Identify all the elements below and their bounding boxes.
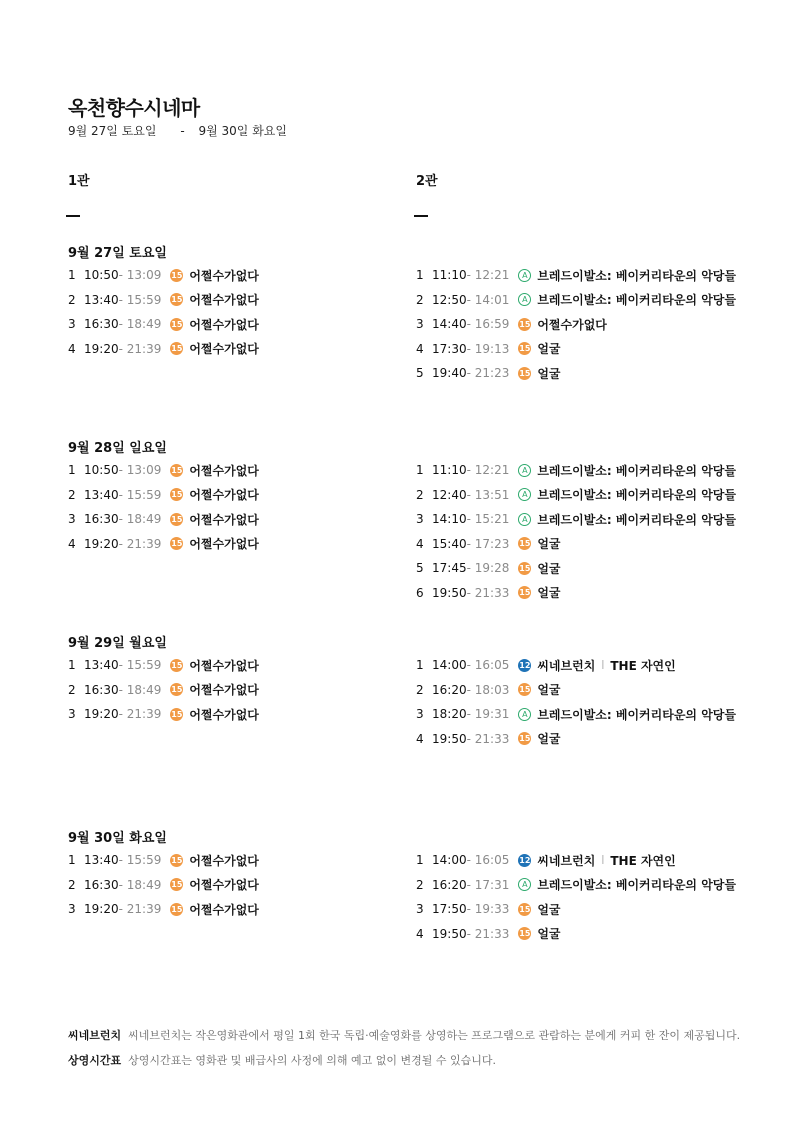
rating-15-icon: 15 <box>519 588 531 598</box>
showtime-number: 1 <box>416 658 424 673</box>
end-time: - 18:49 <box>118 317 162 332</box>
showtime-row <box>416 897 736 922</box>
start-time: 16:30 <box>84 317 119 332</box>
start-time: 19:50 <box>432 585 467 600</box>
end-time-value: 13:09 <box>126 463 162 478</box>
movie-title: 어쩔수가없다 <box>189 317 259 332</box>
end-time-value: 13:09 <box>126 268 162 283</box>
showtime-number: 2 <box>416 682 424 697</box>
end-time-value: 15:59 <box>126 487 162 502</box>
showtime-row <box>68 702 259 727</box>
showtime-row <box>68 337 259 362</box>
hall-2-showtimes <box>416 848 736 946</box>
rating-15-icon: 15 <box>171 465 183 475</box>
end-time-value: 21:39 <box>126 536 162 551</box>
end-time: - 15:59 <box>118 658 162 673</box>
end-time: - 15:21 <box>466 512 510 527</box>
showtime-row <box>416 532 736 557</box>
showtime-number: 4 <box>416 536 424 551</box>
showtime-row <box>416 848 736 873</box>
end-time: - 15:59 <box>118 853 162 868</box>
rating-all-icon: A <box>518 488 531 501</box>
day-heading: 9월 27일 토요일 <box>68 246 167 261</box>
movie-title: 브레드이발소: 베이커리타운의 악당들 <box>537 512 736 527</box>
showtime-number: 4 <box>416 731 424 746</box>
showtime-row <box>416 581 736 606</box>
day-heading: 9월 30일 화요일 <box>68 831 167 846</box>
movie-title: 어쩔수가없다 <box>189 488 259 503</box>
hall-1-heading: 1관 <box>68 174 90 189</box>
start-time: 19:20 <box>84 536 119 551</box>
end-time-value: 21:39 <box>126 341 162 356</box>
period-separator: - <box>180 124 185 138</box>
showtime-number: 2 <box>416 877 424 892</box>
end-time-value: 16:05 <box>474 658 510 673</box>
hall-1-showtimes <box>68 263 259 361</box>
movie-title: 어쩔수가없다 <box>189 878 259 893</box>
rating-15-icon: 15 <box>171 709 183 719</box>
end-time: - 19:13 <box>466 341 510 356</box>
end-time: - 15:59 <box>118 292 162 307</box>
end-time: - 18:49 <box>118 512 162 527</box>
hall-1-showtimes <box>68 458 259 556</box>
rating-15-icon: 15 <box>171 295 183 305</box>
start-time: 19:50 <box>432 926 467 941</box>
start-time: 14:00 <box>432 853 467 868</box>
end-time-value: 19:31 <box>474 707 510 722</box>
movie-title: 얼굴 <box>537 927 561 942</box>
page-title: 옥천향수시네마 <box>68 96 200 120</box>
start-time: 18:20 <box>432 707 467 722</box>
end-time: - 21:39 <box>118 902 162 917</box>
showtime-row <box>416 653 736 678</box>
end-time: - 19:33 <box>466 902 510 917</box>
end-time-value: 17:23 <box>474 536 510 551</box>
showtime-number: 2 <box>68 292 76 307</box>
movie-title: 브레드이발소: 베이커리타운의 악당들 <box>537 463 736 478</box>
hall-2-divider <box>414 215 428 217</box>
showtime-row <box>68 532 259 557</box>
showtime-row <box>416 361 736 386</box>
note-text: 상영시간표는 영화관 및 배급사의 사정에 의해 예고 없이 변경될 수 있습니다. <box>128 1053 497 1067</box>
end-time: - 16:05 <box>466 853 510 868</box>
start-time: 12:40 <box>432 487 467 502</box>
day-heading: 9월 29일 월요일 <box>68 636 167 651</box>
note-label: 씨네브런치 <box>68 1028 122 1042</box>
hall-2-showtimes <box>416 458 736 605</box>
showtime-number: 4 <box>68 536 76 551</box>
start-time: 16:20 <box>432 877 467 892</box>
movie-title: 어쩔수가없다 <box>189 658 259 673</box>
end-time-value: 18:49 <box>126 877 162 892</box>
end-time-value: 15:59 <box>126 292 162 307</box>
end-time-value: 13:51 <box>474 487 510 502</box>
showtime-number: 2 <box>416 487 424 502</box>
hall-2-showtimes <box>416 263 736 386</box>
notes <box>68 1022 740 1072</box>
start-time: 10:50 <box>84 268 119 283</box>
movie-title: 브레드이발소: 베이커리타운의 악당들 <box>537 488 736 503</box>
start-time: 16:30 <box>84 682 119 697</box>
showtime-row <box>68 312 259 337</box>
hall-2-showtimes <box>416 653 736 751</box>
showtime-number: 1 <box>68 853 76 868</box>
end-time-value: 16:05 <box>474 853 510 868</box>
end-time: - 14:01 <box>466 292 510 307</box>
movie-title: 브레드이발소: 베이커리타운의 악당들 <box>537 268 736 283</box>
showtime-row <box>416 702 736 727</box>
showtime-number: 4 <box>416 926 424 941</box>
end-time: - 18:49 <box>118 682 162 697</box>
end-time: - 18:49 <box>118 877 162 892</box>
end-time-value: 21:39 <box>126 707 162 722</box>
showtime-number: 1 <box>416 463 424 478</box>
start-time: 19:20 <box>84 707 119 722</box>
start-time: 11:10 <box>432 463 467 478</box>
rating-12-icon: 12 <box>519 660 531 670</box>
rating-15-icon: 15 <box>519 344 531 354</box>
movie-title: 어쩔수가없다 <box>189 293 259 308</box>
movie-title: 어쩔수가없다 <box>189 512 259 527</box>
movie-title: 씨네브런치 <box>537 658 596 673</box>
start-time: 16:30 <box>84 877 119 892</box>
movie-title: 어쩔수가없다 <box>189 463 259 478</box>
showtime-row <box>68 507 259 532</box>
showtime-row <box>416 263 736 288</box>
showtime-row <box>416 337 736 362</box>
end-time: - 15:59 <box>118 487 162 502</box>
showtime-number: 1 <box>68 658 76 673</box>
note-text: 씨네브런치는 작은영화관에서 평일 1회 한국 독립·예술영화를 상영하는 프로그램으로 관람하는 분에게 커피 한 잔이 제공됩니다. <box>128 1028 741 1042</box>
rating-15-icon: 15 <box>171 880 183 890</box>
showtime-number: 3 <box>68 707 76 722</box>
period-start: 9월 27일 토요일 <box>68 124 157 138</box>
rating-15-icon: 15 <box>519 734 531 744</box>
showtime-number: 1 <box>416 853 424 868</box>
rating-15-icon: 15 <box>171 490 183 500</box>
end-time-value: 15:59 <box>126 658 162 673</box>
movie-title: 브레드이발소: 베이커리타운의 악당들 <box>537 878 736 893</box>
showtime-row <box>68 653 259 678</box>
end-time-value: 18:49 <box>126 682 162 697</box>
start-time: 19:20 <box>84 902 119 917</box>
end-time: - 12:21 <box>466 268 510 283</box>
start-time: 14:10 <box>432 512 467 527</box>
start-time: 13:40 <box>84 487 119 502</box>
note-label: 상영시간표 <box>68 1053 122 1067</box>
end-time-value: 15:21 <box>474 512 510 527</box>
end-time-value: 19:28 <box>474 561 510 576</box>
rating-15-icon: 15 <box>519 539 531 549</box>
showtime-row <box>416 507 736 532</box>
end-time: - 21:39 <box>118 536 162 551</box>
rating-15-icon: 15 <box>171 319 183 329</box>
showtime-row <box>68 263 259 288</box>
start-time: 19:20 <box>84 341 119 356</box>
start-time: 19:50 <box>432 731 467 746</box>
day-heading: 9월 28일 일요일 <box>68 441 167 456</box>
showtime-row <box>416 678 736 703</box>
showtime-number: 6 <box>416 585 424 600</box>
start-time: 17:50 <box>432 902 467 917</box>
start-time: 13:40 <box>84 292 119 307</box>
showtime-row <box>416 727 736 752</box>
end-time-value: 17:31 <box>474 877 510 892</box>
end-time: - 12:21 <box>466 463 510 478</box>
end-time: - 13:09 <box>118 463 162 478</box>
rating-12-icon: 12 <box>519 855 531 865</box>
showtime-number: 2 <box>416 292 424 307</box>
end-time: - 21:33 <box>466 585 510 600</box>
end-time-value: 16:59 <box>474 317 510 332</box>
end-time-value: 19:13 <box>474 341 510 356</box>
end-time-value: 12:21 <box>474 463 510 478</box>
end-time: - 21:39 <box>118 341 162 356</box>
rating-15-icon: 15 <box>171 514 183 524</box>
start-time: 17:30 <box>432 341 467 356</box>
rating-15-icon: 15 <box>519 929 531 939</box>
end-time: - 18:03 <box>466 682 510 697</box>
start-time: 13:40 <box>84 658 119 673</box>
showtime-number: 3 <box>416 707 424 722</box>
start-time: 19:40 <box>432 366 467 381</box>
end-time-value: 18:03 <box>474 682 510 697</box>
hall-1-showtimes <box>68 848 259 922</box>
showtime-number: 3 <box>416 317 424 332</box>
note-timetable <box>68 1047 740 1072</box>
showtime-number: 5 <box>416 366 424 381</box>
showtime-number: 3 <box>416 512 424 527</box>
movie-title: 어쩔수가없다 <box>537 317 607 332</box>
movie-subtitle: THE 자연인 <box>610 658 676 673</box>
showtime-row <box>416 556 736 581</box>
rating-all-icon: A <box>518 708 531 721</box>
showtime-row <box>68 897 259 922</box>
rating-15-icon: 15 <box>171 904 183 914</box>
end-time-value: 19:33 <box>474 902 510 917</box>
end-time-value: 15:59 <box>126 853 162 868</box>
rating-15-icon: 15 <box>171 660 183 670</box>
movie-subtitle: THE 자연인 <box>610 853 676 868</box>
showtime-row <box>416 922 736 947</box>
showtime-row <box>416 873 736 898</box>
end-time: - 17:23 <box>466 536 510 551</box>
rating-15-icon: 15 <box>171 270 183 280</box>
title-divider: | <box>601 660 605 671</box>
showtime-number: 3 <box>68 902 76 917</box>
end-time-value: 21:33 <box>474 926 510 941</box>
end-time-value: 21:33 <box>474 585 510 600</box>
showtime-row <box>416 288 736 313</box>
showtime-row <box>68 288 259 313</box>
end-time-value: 12:21 <box>474 268 510 283</box>
showtime-number: 2 <box>68 877 76 892</box>
rating-all-icon: A <box>518 513 531 526</box>
start-time: 13:40 <box>84 853 119 868</box>
rating-15-icon: 15 <box>519 563 531 573</box>
showtime-number: 4 <box>68 341 76 356</box>
movie-title: 얼굴 <box>537 683 561 698</box>
end-time-value: 14:01 <box>474 292 510 307</box>
movie-title: 얼굴 <box>537 902 561 917</box>
movie-title: 어쩔수가없다 <box>189 853 259 868</box>
start-time: 16:20 <box>432 682 467 697</box>
end-time-value: 21:23 <box>474 366 510 381</box>
rating-15-icon: 15 <box>171 539 183 549</box>
movie-title: 얼굴 <box>537 586 561 601</box>
end-time: - 21:23 <box>466 366 510 381</box>
start-time: 14:00 <box>432 658 467 673</box>
end-time: - 21:33 <box>466 926 510 941</box>
start-time: 15:40 <box>432 536 467 551</box>
end-time: - 16:05 <box>466 658 510 673</box>
rating-15-icon: 15 <box>171 344 183 354</box>
title-divider: | <box>601 855 605 866</box>
hall-2-heading: 2관 <box>416 174 438 189</box>
showtime-number: 1 <box>68 463 76 478</box>
rating-15-icon: 15 <box>519 368 531 378</box>
movie-title: 어쩔수가없다 <box>189 342 259 357</box>
showtime-row <box>68 678 259 703</box>
movie-title: 어쩔수가없다 <box>189 268 259 283</box>
start-time: 11:10 <box>432 268 467 283</box>
start-time: 16:30 <box>84 512 119 527</box>
end-time-value: 21:33 <box>474 731 510 746</box>
end-time-value: 18:49 <box>126 317 162 332</box>
end-time-value: 21:39 <box>126 902 162 917</box>
start-time: 10:50 <box>84 463 119 478</box>
end-time: - 21:33 <box>466 731 510 746</box>
showtime-row <box>68 848 259 873</box>
showtime-row <box>416 458 736 483</box>
showtime-row <box>68 458 259 483</box>
movie-title: 어쩔수가없다 <box>189 683 259 698</box>
rating-15-icon: 15 <box>519 904 531 914</box>
showtime-number: 3 <box>68 512 76 527</box>
start-time: 12:50 <box>432 292 467 307</box>
movie-title: 브레드이발소: 베이커리타운의 악당들 <box>537 293 736 308</box>
showtime-row <box>68 483 259 508</box>
showtime-number: 4 <box>416 341 424 356</box>
movie-title: 브레드이발소: 베이커리타운의 악당들 <box>537 707 736 722</box>
showtime-number: 1 <box>416 268 424 283</box>
rating-all-icon: A <box>518 293 531 306</box>
movie-title: 어쩔수가없다 <box>189 707 259 722</box>
showtime-number: 3 <box>68 317 76 332</box>
start-time: 14:40 <box>432 317 467 332</box>
showtime-number: 2 <box>68 487 76 502</box>
rating-all-icon: A <box>518 269 531 282</box>
hall-1-showtimes <box>68 653 259 727</box>
movie-title: 어쩔수가없다 <box>189 902 259 917</box>
movie-title: 얼굴 <box>537 561 561 576</box>
showtime-row <box>68 873 259 898</box>
movie-title: 씨네브런치 <box>537 853 596 868</box>
start-time: 17:45 <box>432 561 467 576</box>
rating-all-icon: A <box>518 464 531 477</box>
showtime-row <box>416 312 736 337</box>
rating-all-icon: A <box>518 878 531 891</box>
rating-15-icon: 15 <box>171 685 183 695</box>
period-end: 9월 30일 화요일 <box>198 124 287 138</box>
end-time-value: 18:49 <box>126 512 162 527</box>
movie-title: 얼굴 <box>537 537 561 552</box>
end-time: - 19:31 <box>466 707 510 722</box>
showtime-number: 5 <box>416 561 424 576</box>
end-time: - 21:39 <box>118 707 162 722</box>
end-time: - 16:59 <box>466 317 510 332</box>
schedule-period <box>68 122 287 139</box>
movie-title: 어쩔수가없다 <box>189 537 259 552</box>
rating-15-icon: 15 <box>171 855 183 865</box>
movie-title: 얼굴 <box>537 732 561 747</box>
note-cinebrunch <box>68 1022 740 1047</box>
showtime-number: 1 <box>68 268 76 283</box>
showtime-row <box>416 483 736 508</box>
end-time: - 17:31 <box>466 877 510 892</box>
showtime-number: 2 <box>68 682 76 697</box>
movie-title: 얼굴 <box>537 342 561 357</box>
showtime-number: 3 <box>416 902 424 917</box>
end-time: - 13:09 <box>118 268 162 283</box>
movie-title: 얼굴 <box>537 366 561 381</box>
rating-15-icon: 15 <box>519 319 531 329</box>
end-time: - 13:51 <box>466 487 510 502</box>
hall-1-divider <box>66 215 80 217</box>
end-time: - 19:28 <box>466 561 510 576</box>
rating-15-icon: 15 <box>519 685 531 695</box>
